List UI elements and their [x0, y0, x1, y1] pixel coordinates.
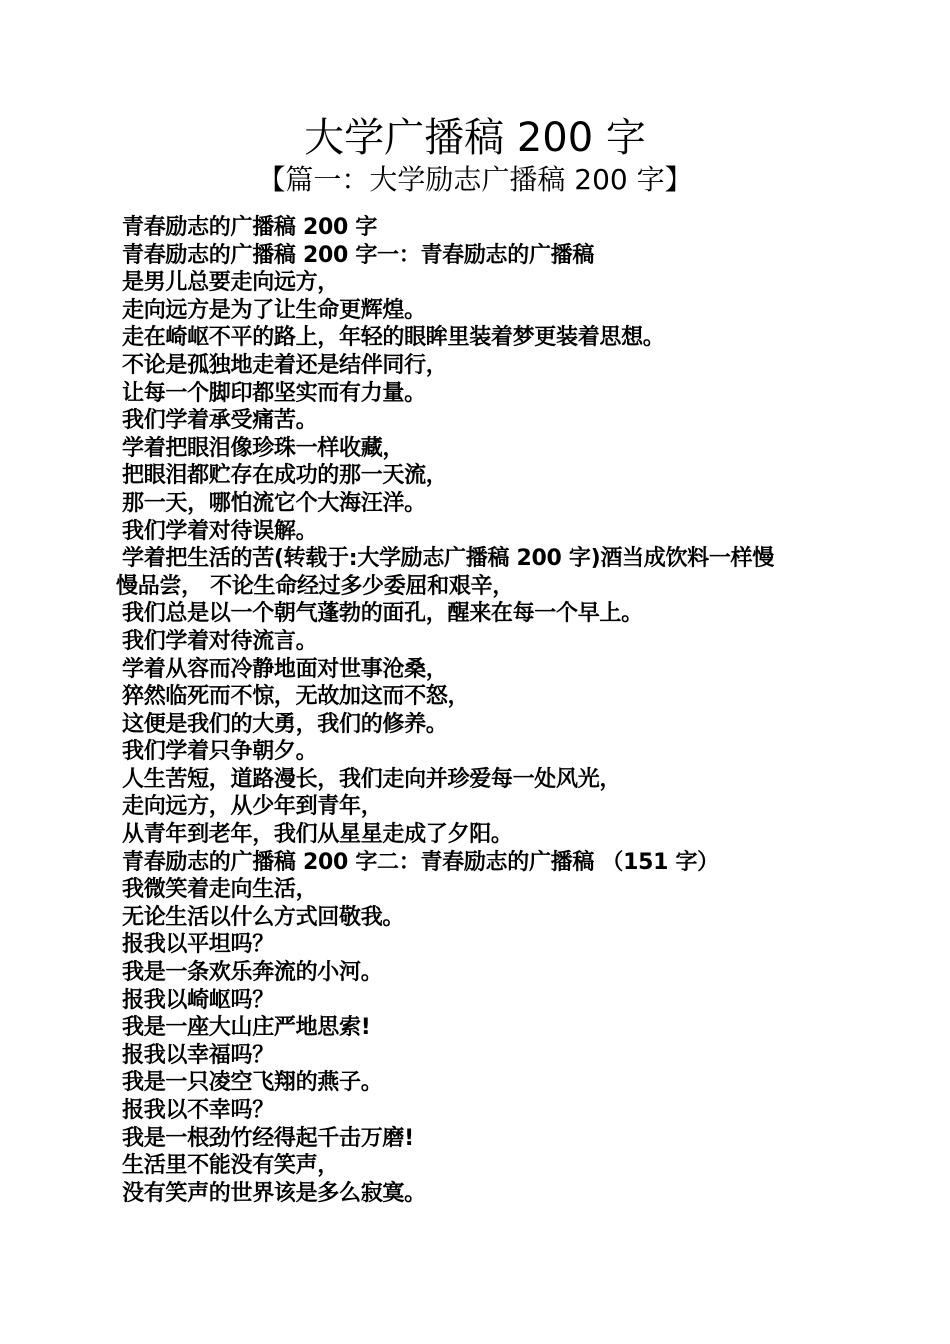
body-line: 猝然临死而不惊，无故加这而不怒，	[122, 684, 470, 710]
body-line: 慢品尝， 不论生命经过多少委屈和艰辛，	[116, 573, 514, 599]
body-line: 报我以平坦吗？	[122, 932, 274, 958]
body-line: 这便是我们的大勇，我们的修养。	[122, 711, 448, 737]
body-line: 报我以幸福吗？	[122, 1042, 274, 1068]
body-line: 我们学着对待流言。	[122, 628, 318, 654]
document-body	[116, 214, 902, 1207]
body-line: 那一天，哪怕流它个大海汪洋。	[122, 490, 426, 516]
body-line: 青春励志的广播稿 200 字	[122, 215, 378, 240]
body-line: 没有笑声的世界该是多么寂寞。	[122, 1180, 426, 1206]
body-line: 我是一条欢乐奔流的小河。	[122, 960, 383, 986]
body-line: 我是一根劲竹经得起千击万磨!	[122, 1125, 414, 1151]
body-line: 人生苦短，道路漫长，我们走向并珍爱每一处风光，	[122, 766, 622, 792]
body-line: 学着从容而冷静地面对世事沧桑，	[122, 656, 448, 682]
body-line: 我们学着只争朝夕。	[122, 739, 318, 765]
document-subtitle: 【篇一：大学励志广播稿 200 字】	[257, 163, 693, 196]
body-line: 让每一个脚印都坚实而有力量。	[122, 380, 426, 406]
body-line: 青春励志的广播稿 200 字一：青春励志的广播稿	[122, 242, 595, 268]
body-line: 我们学着承受痛苦。	[122, 408, 318, 434]
body-line: 把眼泪都贮存在成功的那一天流，	[122, 463, 448, 489]
document-title: 大学广播稿 200 字	[304, 115, 646, 161]
body-line: 从青年到老年，我们从星星走成了夕阳。	[122, 822, 513, 848]
body-line: 不论是孤独地走着还是结伴同行，	[122, 352, 448, 378]
body-line: 学着把眼泪像珍珠一样收藏，	[122, 435, 405, 461]
body-line: 报我以崎岖吗？	[122, 987, 274, 1013]
body-line: 走向远方是为了让生命更辉煌。	[122, 297, 426, 323]
body-line: 是男儿总要走向远方，	[122, 270, 340, 296]
body-line: 我们学着对待误解。	[122, 518, 318, 544]
body-line: 我们总是以一个朝气蓬勃的面孔，醒来在每一个早上。	[122, 601, 643, 627]
body-line: 我微笑着走向生活，	[122, 877, 318, 903]
body-line: 青春励志的广播稿 200 字二：青春励志的广播稿 （151 字）	[122, 849, 719, 875]
body-line: 我是一座大山庄严地思索!	[122, 1015, 371, 1041]
body-line: 生活里不能没有笑声，	[122, 1153, 340, 1179]
body-line: 走在崎岖不平的路上，年轻的眼眸里装着梦更装着思想。	[122, 325, 665, 351]
body-line: 无论生活以什么方式回敬我。	[122, 904, 405, 930]
body-line: 走向远方，从少年到青年，	[122, 794, 383, 820]
body-line: 报我以不幸吗？	[122, 1098, 274, 1123]
body-line: 学着把生活的苦(转载于:大学励志广播稿 200 字)酒当成饮料一样慢	[122, 546, 774, 572]
body-line: 我是一只凌空飞翔的燕子。	[122, 1070, 383, 1096]
